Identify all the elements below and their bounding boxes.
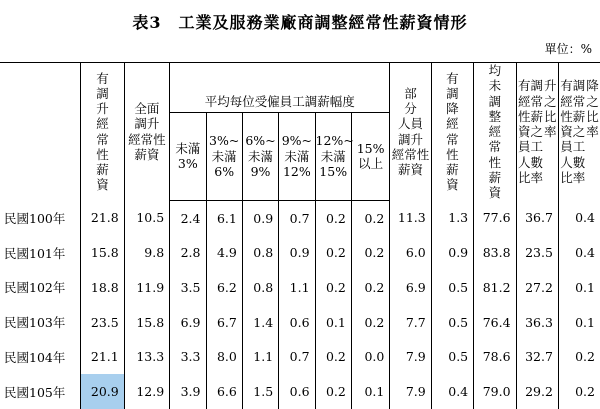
header-line: 未滿 [320,148,346,164]
header-line: 部 [404,85,417,101]
lt3-cell: 2.8 [170,235,206,270]
table-row [0,340,600,375]
header-line: 常 [96,131,109,147]
header-line: 調升 [398,131,424,147]
r9-12-header [279,112,315,200]
partial-raise-header [390,63,431,201]
year-header-cell [0,63,81,201]
header-line: 性 [96,146,109,162]
lower-cell: 0.4 [431,374,473,409]
header-line: 經常 [517,93,543,109]
header-line: 分 [404,101,417,117]
header-line: 薪 [446,162,459,178]
header-line: 15% [356,140,385,156]
header-line: 未滿 [211,148,237,164]
r3-6-cell: 6.6 [206,374,242,409]
header-line: 經常性 [128,131,166,147]
lower-cell: 0.5 [431,340,473,375]
r6-9-cell: 0.8 [242,235,278,270]
raise-cell: 21.1 [81,340,124,375]
lower-cell: 0.5 [431,305,473,340]
wage-adjustment-table [0,62,600,409]
header-line: 未滿 [175,140,201,156]
header-line: 3%~ [209,133,240,149]
header-line: 經常 [560,93,586,109]
header-line: 調 [446,85,459,101]
header-line: 6% [214,163,235,179]
avg-raise-group-header: 平均每位受僱員工調薪幅度 [170,63,390,113]
r3-6-cell: 6.1 [206,200,242,235]
header-line: 未 [488,78,502,94]
r6-9-cell: 1.5 [242,374,278,409]
raise-cell: 18.8 [81,270,124,305]
year-cell: 民國101年 [4,245,66,261]
raise-header [81,63,124,201]
header-line: 9%~ [281,133,313,149]
r12-15-cell: 0.2 [315,340,351,375]
lower-ratio-cell: 0.1 [558,270,600,305]
header-line: 之 [586,93,599,109]
header-line: 經 [96,116,109,132]
no-adjust-cell: 81.2 [474,270,516,305]
partial-cell: 6.9 [390,270,431,305]
r9-12-cell: 0.7 [279,200,315,235]
header-line: 薪 [96,162,109,178]
year-cell: 民國105年 [4,384,66,400]
header-line: 資 [96,177,109,193]
ge15-cell: 0.2 [351,200,389,235]
table-row [0,270,600,305]
header-line: 員工 [560,139,586,155]
header-line: 12%~ [315,133,354,149]
lt3-header [170,112,206,200]
year-cell: 民國103年 [4,315,66,331]
lt3-cell: 3.3 [170,340,206,375]
ge15-header [351,112,389,200]
r3-6-cell: 4.9 [206,235,242,270]
header-line: 經 [488,124,502,139]
table-row [0,305,600,340]
all-raise-cell: 10.5 [124,200,169,235]
no-adjust-cell: 78.6 [474,340,516,375]
header-line: 未滿 [248,148,274,164]
partial-cell: 7.7 [390,305,431,340]
table-title: 表3 工業及服務業廠商調整經常性薪資情形 [132,13,468,32]
header-line: 率 [586,124,599,139]
header-line: 6%~ [245,133,276,149]
lower-ratio-side [586,78,599,185]
all-raise-cell: 9.8 [124,235,169,270]
lower-ratio-cell: 0.4 [558,235,600,270]
r12-15-cell: 0.1 [315,305,351,340]
header-line: 薪資 [134,146,160,162]
header-line: 有 [446,70,459,86]
raise-cell: 23.5 [81,305,124,340]
header-line: 以上 [358,156,384,172]
lt3-cell: 3.5 [170,270,206,305]
lower-cell: 1.3 [431,200,473,235]
header-line: 有調 [560,78,586,94]
r3-6-cell: 6.7 [206,305,242,340]
ge15-cell: 0.1 [351,374,389,409]
r6-9-cell: 1.4 [242,305,278,340]
header-line: 之 [544,93,557,109]
header-line: 整 [488,108,502,124]
header-line: 降 [586,78,599,94]
ge15-cell: 0.2 [351,235,389,270]
raise-cell: 15.8 [81,235,124,270]
header-line: 有調 [517,78,543,94]
raise-cell: 21.8 [81,200,124,235]
r9-12-cell: 0.7 [279,340,315,375]
lower-ratio-text [560,78,585,185]
no-adjust-header [474,63,516,201]
header-line: 薪資 [398,162,424,178]
header-line: 性薪 [517,108,543,124]
lt3-cell: 6.9 [170,305,206,340]
lower-header [431,63,473,201]
table-body [0,200,600,409]
header-line: 降 [446,101,459,117]
partial-cell: 11.3 [390,200,431,235]
lower-cell: 0.9 [431,235,473,270]
r9-12-cell: 0.9 [279,235,315,270]
header-line: 資之 [560,124,586,139]
header-line: 人數 [517,154,543,170]
no-adjust-cell: 77.6 [474,200,516,235]
r12-15-header [315,112,354,200]
header-line: 升 [544,78,557,94]
all-raise-cell: 13.3 [124,340,169,375]
year-cell: 民國104年 [4,349,66,365]
r12-15-cell: 0.2 [315,235,351,270]
header-line: 資 [488,185,502,200]
all-raise-header [124,63,169,201]
r9-12-cell: 1.1 [279,270,315,305]
header-line: 經常性 [391,146,430,162]
header-line: 比率 [517,169,543,185]
raise-ratio-cell: 36.3 [516,305,558,340]
r3-6-header [206,112,242,200]
unit-label: 單位：% [544,42,592,56]
lower-ratio-cell: 0.1 [558,305,600,340]
header-line: 調 [96,85,109,101]
header-line: 均 [488,63,502,78]
table-row [0,374,600,409]
lower-ratio-cell: 0.2 [558,340,600,375]
partial-cell: 7.9 [390,374,431,409]
all-raise-cell: 11.9 [124,270,169,305]
partial-cell: 7.9 [390,340,431,375]
no-adjust-cell: 76.4 [474,305,516,340]
r6-9-cell: 0.9 [242,200,278,235]
header-line: 全面 [134,101,160,117]
r3-6-cell: 8.0 [206,340,242,375]
header-line: 未滿 [284,148,310,164]
r6-9-cell: 1.1 [242,340,278,375]
lower-ratio-cell: 0.2 [558,374,600,409]
r12-15-cell: 0.2 [315,374,351,409]
r6-9-header [242,112,278,200]
r12-15-cell: 0.2 [315,270,351,305]
header-line: 資之 [517,124,543,139]
raise-ratio-header [516,63,558,201]
header-line: 調 [488,93,502,109]
table-row [0,235,600,270]
header-line: 常 [488,139,502,155]
raise-ratio-cell: 23.5 [516,235,558,270]
raise-ratio-cell: 27.2 [516,270,558,305]
all-raise-cell: 15.8 [124,305,169,340]
header-line: 3% [177,156,198,172]
header-line: 比率 [560,169,586,185]
header-line: 人數 [560,154,586,170]
header-line: 性 [488,154,502,170]
header-line: 性薪 [560,108,586,124]
r9-12-cell: 0.6 [279,374,315,409]
all-raise-cell: 12.9 [124,374,169,409]
header-line: 人員 [398,116,424,132]
header-line: 員工 [517,139,543,155]
lower-ratio-cell: 0.4 [558,200,600,235]
r6-9-cell: 0.8 [242,270,278,305]
header-line: 薪 [488,169,502,185]
ge15-cell: 0.0 [351,340,389,375]
year-cell: 民國100年 [4,210,66,226]
header-line: 比 [544,108,557,124]
header-line: 資 [446,177,459,193]
header-line: 調升 [134,116,160,132]
no-adjust-cell: 79.0 [474,374,516,409]
partial-cell: 6.0 [390,235,431,270]
lt3-cell: 3.9 [170,374,206,409]
header-line: 常 [446,131,459,147]
raise-ratio-side [544,78,557,185]
r12-15-cell: 0.2 [315,200,351,235]
header-line: 9% [250,163,271,179]
raise-ratio-cell: 29.2 [516,374,558,409]
header-line: 15% [319,163,348,179]
r3-6-cell: 6.2 [206,270,242,305]
header-line: 經 [446,116,459,132]
r9-12-cell: 0.6 [279,305,315,340]
header-line: 比 [586,108,599,124]
lt3-cell: 2.4 [170,200,206,235]
header-line: 有 [96,70,109,86]
no-adjust-cell: 83.8 [474,235,516,270]
lower-ratio-header [558,63,600,201]
ge15-cell: 0.2 [351,270,389,305]
raise-cell: 20.9 [81,374,124,409]
header-line: 性 [446,146,459,162]
year-cell: 民國102年 [4,280,66,296]
raise-ratio-cell: 32.7 [516,340,558,375]
lower-cell: 0.5 [431,270,473,305]
header-line: 12% [282,163,311,179]
raise-ratio-text [518,78,543,185]
table-row [0,200,600,235]
ge15-cell: 0.2 [351,305,389,340]
header-line: 率 [544,124,557,139]
header-line: 升 [96,101,109,117]
raise-ratio-cell: 36.7 [516,200,558,235]
